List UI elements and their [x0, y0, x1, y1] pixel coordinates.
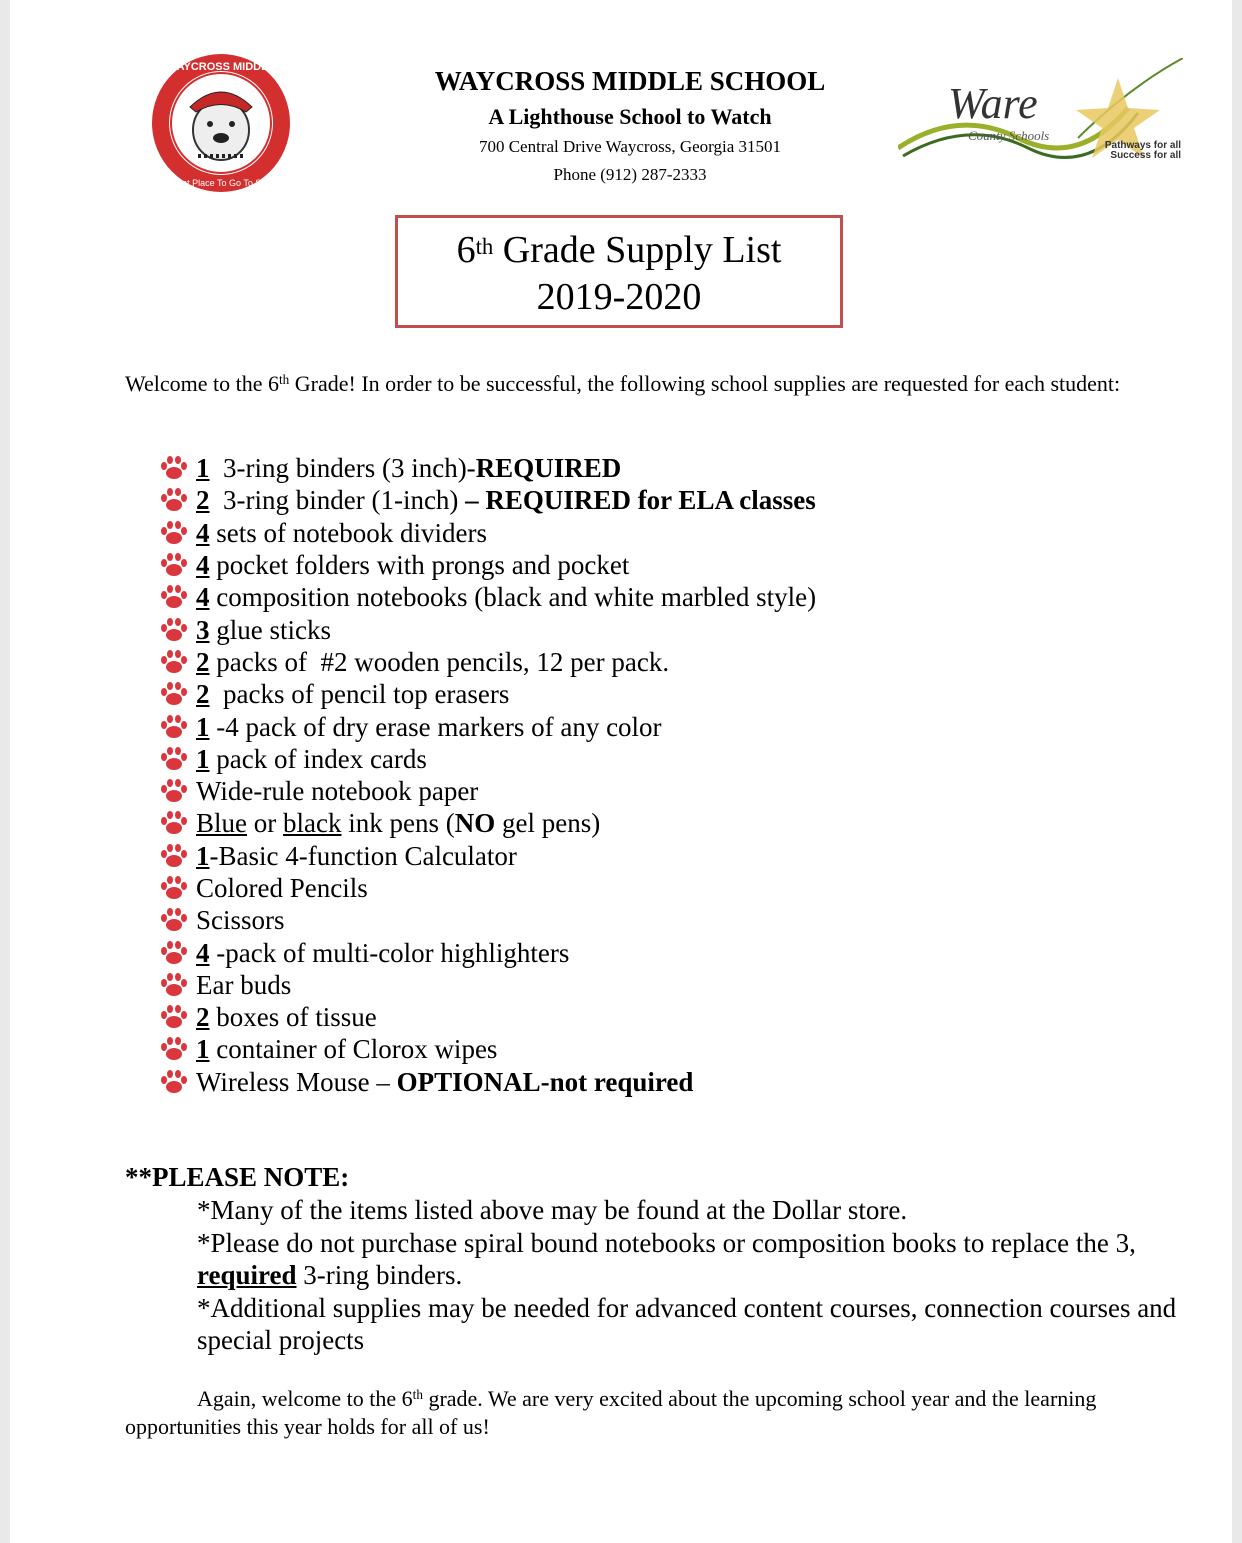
- school-tagline: A Lighthouse School to Watch: [488, 104, 772, 129]
- item-text: composition notebooks (black and white marbled style): [209, 582, 817, 613]
- note-heading: **PLEASE NOTE:: [125, 1162, 350, 1192]
- item-text: Ear buds: [196, 969, 292, 1000]
- item-text: -Basic 4-function Calculator: [209, 840, 517, 871]
- closing-pre: Again, welcome to the 6: [197, 1386, 413, 1411]
- item-text: NO: [454, 808, 496, 839]
- supply-item: [160, 549, 1060, 581]
- paw-bullet-icon: [160, 487, 188, 513]
- school-address: 700 Central Drive Waycross, Georgia 31501: [478, 137, 782, 156]
- item-quantity: 1: [196, 711, 210, 742]
- school-name: WAYCROSS MIDDLE SCHOOL: [434, 66, 826, 96]
- right-logo-county-text: County Schools: [968, 128, 1050, 143]
- right-logo-success-text: Success for all: [1110, 150, 1181, 161]
- item-quantity: 4: [196, 517, 210, 548]
- intro-sup: th: [279, 372, 290, 387]
- item-text: Scissors: [196, 905, 285, 936]
- supply-list: [160, 452, 1060, 1098]
- title-year: 2019-2020: [536, 276, 702, 318]
- item-text: black: [283, 808, 342, 839]
- supply-item: [160, 452, 1060, 484]
- item-text: packs of pencil top erasers: [209, 679, 510, 710]
- item-quantity: 4: [196, 937, 210, 968]
- paw-bullet-icon: [160, 1004, 188, 1030]
- paw-bullet-icon: [160, 778, 188, 804]
- paw-bullet-icon: [160, 584, 188, 610]
- ware-county-schools-logo: [898, 58, 1183, 170]
- supply-item: [160, 646, 1060, 678]
- item-text: Wireless Mouse –: [196, 1066, 397, 1097]
- item-text: Colored Pencils: [196, 873, 368, 903]
- item-text: 3-ring binders (3 inch)-: [209, 453, 476, 484]
- paw-bullet-icon: [160, 843, 188, 869]
- left-logo-top-text: WAYCROSS MIDDLE: [166, 61, 276, 73]
- paw-bullet-icon: [160, 617, 188, 643]
- intro-paragraph: [125, 370, 1145, 397]
- item-text: Blue: [196, 808, 247, 839]
- document-page: [10, 0, 1232, 1543]
- item-text: pocket folders with prongs and pocket: [209, 550, 630, 581]
- paw-bullet-icon: [160, 810, 188, 836]
- item-quantity: 1: [196, 743, 210, 774]
- item-text: packs of #2 wooden pencils, 12 per pack.: [209, 646, 670, 677]
- paw-bullet-icon: [160, 714, 188, 740]
- school-phone: Phone (912) 287-2333: [553, 165, 707, 184]
- item-text: ink pens (: [341, 808, 455, 839]
- item-text: 3-ring binder (1-inch): [209, 485, 466, 516]
- supply-item: [160, 1033, 1060, 1065]
- title-sup: th: [475, 234, 494, 259]
- title-rest: Grade Supply List: [493, 229, 782, 271]
- supply-item: [160, 775, 1060, 807]
- paw-bullet-icon: [160, 875, 188, 901]
- item-text: REQUIRED: [475, 453, 622, 484]
- supply-item: [160, 1066, 1060, 1098]
- note-3: *Additional supplies may be needed for advanced content courses, connection courses and special projects: [197, 1292, 1177, 1355]
- right-logo-ware-text: Ware: [948, 79, 1038, 128]
- supply-item: [160, 872, 1060, 904]
- paw-bullet-icon: [160, 907, 188, 933]
- paw-bullet-icon: [160, 940, 188, 966]
- item-text: OPTIONAL-not required: [396, 1066, 694, 1097]
- title-line-1: [398, 227, 840, 274]
- supply-item: [160, 613, 1060, 645]
- item-text: -4 pack of dry erase markers of any color: [209, 711, 662, 742]
- intro-pre: Welcome to the 6: [125, 371, 280, 396]
- note-2-emphasis: required: [197, 1260, 297, 1290]
- closing-post: grade. We are very excited about the upcoming school year and the learning opportunities this year holds for all of us!: [125, 1386, 1097, 1439]
- supply-item: [160, 710, 1060, 742]
- title-grade: 6: [456, 229, 476, 271]
- supply-item: [160, 840, 1060, 872]
- intro-post: Grade! In order to be successful, the following school supplies are requested for each student:: [289, 371, 1121, 396]
- supply-item: [160, 743, 1060, 775]
- supply-item: [160, 1001, 1060, 1033]
- item-quantity: 1: [196, 840, 210, 871]
- item-quantity: 2: [196, 485, 210, 516]
- paw-bullet-icon: [160, 1069, 188, 1095]
- note-2-post: 3-ring binders.: [296, 1260, 463, 1290]
- item-text: -pack of multi-color highlighters: [209, 937, 570, 968]
- item-quantity: 4: [196, 582, 210, 613]
- paw-bullet-icon: [160, 520, 188, 546]
- paw-bullet-icon: [160, 649, 188, 675]
- item-text: Wide-rule notebook paper: [196, 776, 479, 807]
- item-quantity: 2: [196, 1002, 210, 1033]
- item-quantity: 2: [196, 679, 210, 710]
- note-2: [197, 1227, 1177, 1292]
- note-list: [197, 1194, 1177, 1357]
- supply-item: [160, 904, 1060, 936]
- note-2-pre: *Please do not purchase spiral bound notebooks or composition books to replace the 3,: [197, 1227, 1136, 1258]
- item-text: container of Clorox wipes: [209, 1034, 498, 1065]
- title-box: [395, 215, 843, 328]
- closing-paragraph: [125, 1385, 1135, 1441]
- paw-bullet-icon: [160, 746, 188, 772]
- item-text: pack of index cards: [209, 743, 427, 774]
- item-text: sets of notebook dividers: [209, 517, 487, 548]
- supply-item: [160, 517, 1060, 549]
- item-text: or: [247, 808, 283, 839]
- paw-bullet-icon: [160, 552, 188, 578]
- item-text: glue sticks: [209, 614, 331, 645]
- supply-item: [160, 678, 1060, 710]
- item-text: gel pens): [495, 808, 601, 839]
- left-logo-bottom-text: A Great Place To Go To School: [159, 178, 283, 188]
- supply-item: [160, 969, 1060, 1001]
- item-quantity: 2: [196, 646, 210, 677]
- item-text: boxes of tissue: [209, 1002, 377, 1033]
- item-quantity: 4: [196, 550, 210, 581]
- closing-sup: th: [412, 1387, 423, 1402]
- item-quantity: 3: [196, 614, 210, 645]
- paw-bullet-icon: [160, 972, 188, 998]
- paw-bullet-icon: [160, 681, 188, 707]
- waycross-bulldog-logo: [150, 52, 292, 194]
- paw-bullet-icon: [160, 1036, 188, 1062]
- item-quantity: 1: [196, 453, 210, 484]
- supply-item: [160, 581, 1060, 613]
- supply-item: [160, 807, 1060, 839]
- right-logo-pathways-text: Pathways for all: [1104, 140, 1181, 151]
- note-1: *Many of the items listed above may be found at the Dollar store.: [197, 1195, 908, 1225]
- item-text: – REQUIRED for ELA classes: [465, 485, 816, 516]
- supply-item: [160, 936, 1060, 968]
- item-quantity: 1: [196, 1034, 210, 1065]
- paw-bullet-icon: [160, 455, 188, 481]
- supply-item: [160, 484, 1060, 516]
